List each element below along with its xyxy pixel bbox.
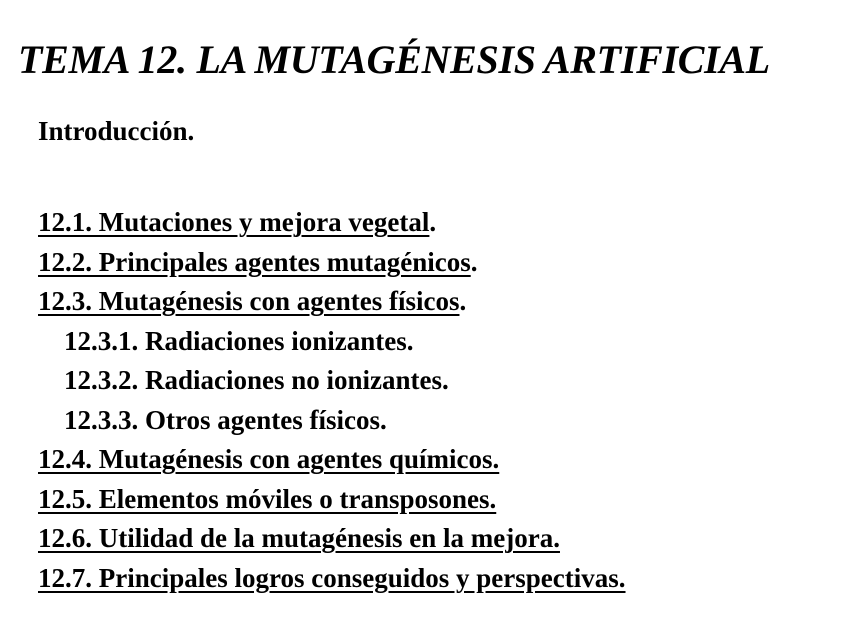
toc-item-text: 12.5. Elementos móviles o transposones.	[38, 483, 497, 514]
toc-item-text: 12.3.1. Radiaciones ionizantes.	[64, 325, 414, 356]
toc-item-text: 12.4. Mutagénesis con agentes químicos.	[38, 444, 500, 474]
toc-item-trail: .	[470, 246, 478, 277]
toc-item-text: 12.6. Utilidad de la mutagénesis en la mejora.	[38, 523, 560, 553]
toc-item-12-3	[38, 282, 838, 322]
toc-item-12-7	[38, 559, 838, 599]
toc-subitem-12-3-1	[38, 322, 838, 362]
toc-subitem-12-3-2	[38, 361, 838, 401]
toc-item-12-4	[38, 440, 838, 480]
toc-item-12-5	[38, 480, 838, 520]
toc-subitem-12-3-3	[38, 401, 838, 441]
toc-item-12-6	[38, 519, 838, 559]
toc-item-trail: .	[459, 286, 467, 316]
toc-item-12-1	[38, 203, 838, 243]
toc-item-text: 12.3.2. Radiaciones no ionizantes.	[64, 365, 449, 395]
toc-item-text: 12.7. Principales logros conseguidos y perspectivas.	[38, 562, 626, 593]
toc-item-text: 12.3. Mutagénesis con agentes físicos	[38, 286, 460, 316]
toc-item-text: 12.2. Principales agentes mutagénicos	[38, 246, 471, 277]
toc-item-text: 12.3.3. Otros agentes físicos.	[64, 404, 387, 435]
toc-item-text: 12.1. Mutaciones y mejora vegetal	[38, 207, 430, 237]
intro-heading: Introducción.	[38, 116, 195, 146]
toc-item-trail: .	[429, 207, 437, 237]
toc-item-12-2	[38, 243, 838, 283]
page-title: TEMA 12. LA MUTAGÉNESIS ARTIFICIAL	[18, 37, 770, 82]
table-of-contents	[38, 203, 838, 598]
